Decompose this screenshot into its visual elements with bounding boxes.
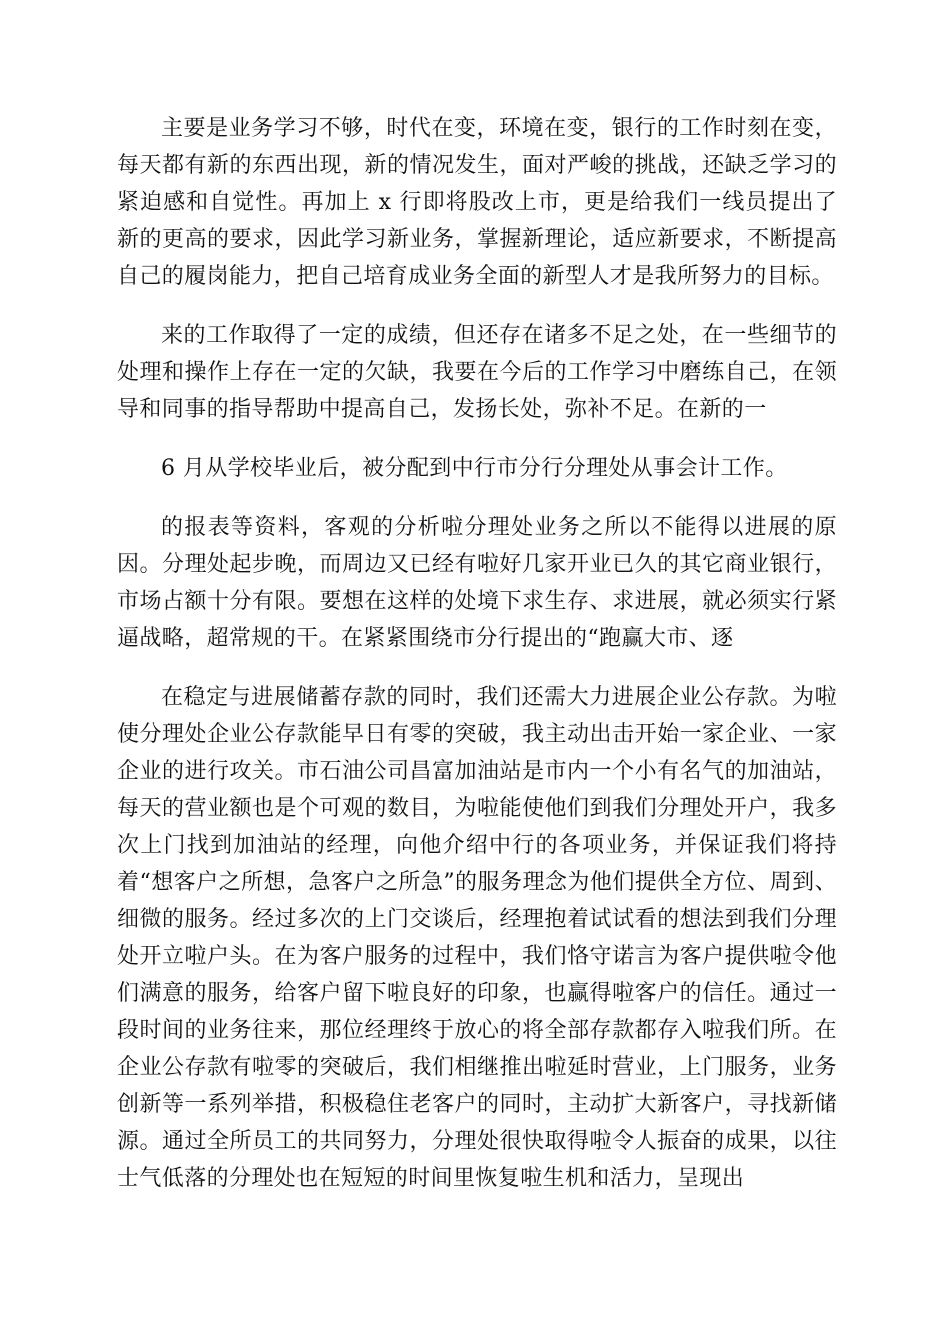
document-body [117,110,837,1219]
paragraph-1: 主要是业务学习不够，时代在变，环境在变，银行的工作时刻在变，每天都有新的东西出现，新的情况发生，面对严峻的挑战，还缺乏学习的紧迫感和自觉性。再加上 x 行即将股改上市，更是给我们一线员提出了新的更高的要求，因此学习新业务，掌握新理论，适应新要求，不断提高自己的履岗能力，把自己培育成业务全面的新型人才是我所努力的目标。 [117,116,837,289]
paragraph-2: 来的工作取得了一定的成绩，但还存在诸多不足之处，在一些细节的处理和操作上存在一定的欠缺，我要在今后的工作学习中磨练自己，在领导和同事的指导帮助中提高自己，发扬长处，弥补不足。在新的一 [117,323,837,422]
paragraph-5: 在稳定与进展储蓄存款的同时，我们还需大力进展企业公存款。为啦使分理处企业公存款能早日有零的突破，我主动出击开始一家企业、一家企业的进行攻关。市石油公司昌富加油站是市内一个小有名气的加油站，每天的营业额也是个可观的数目，为啦能使他们到我们分理处开户，我多次上门找到加油站的经理，向他介绍中行的各项业务，并保证我们将持着“想客户之所想，急客户之所急”的服务理念为他们提供全方位、周到、细微的服务。经过多次的上门交谈后，经理抱着试试看的想法到我们分理处开立啦户头。在为客户服务的过程中，我们恪守诺言为客户提供啦令他们满意的服务，给客户留下啦良好的印象，也赢得啦客户的信任。通过一段时间的业务往来，那位经理终于放心的将全部存款都存入啦我们所。在企业公存款有啦零的突破后，我们相继推出啦延时营业，上门服务，业务创新等一系列举措，积极稳住老客户的同时，主动扩大新客户，寻找新储源。通过全所员工的共同努力，分理处很快取得啦令人振奋的成果，以往士气低落的分理处也在短短的时间里恢复啦生机和活力，呈现出 [117,685,837,1191]
paragraph-3: 6 月从学校毕业后，被分配到中行市分行分理处从事会计工作。 [161,456,788,481]
paragraph-4: 的报表等资料，客观的分析啦分理处业务之所以不能得以进展的原因。分理处起步晚，而周边又已经有啦好几家开业已久的其它商业银行，市场占额十分有限。要想在这样的处境下求生存、求进展，就必须实行紧逼战略，超常规的干。在紧紧围绕市分行提出的“跑赢大市、逐 [117,515,837,651]
